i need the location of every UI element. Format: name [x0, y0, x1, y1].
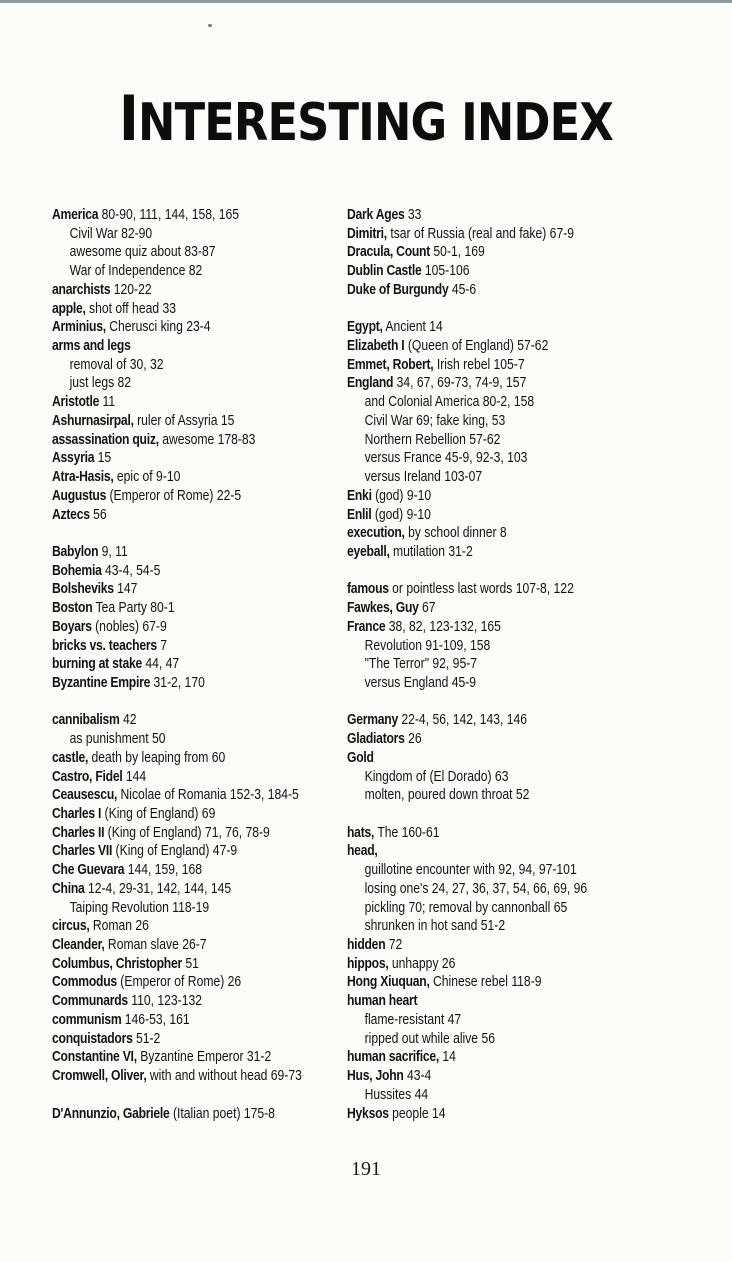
index-locator: tsar of Russia (real and fake) 67-9	[386, 224, 574, 242]
index-locator: Tea Party 80-1	[92, 599, 175, 617]
index-term: Babylon	[52, 542, 99, 560]
index-subentry: ripped out while alive 56	[364, 1029, 495, 1047]
index-term: hidden	[347, 936, 386, 954]
index-term: America	[52, 206, 99, 223]
index-subentry: Taiping Revolution 118-19	[69, 898, 210, 916]
index-term: assassination quiz,	[52, 430, 159, 448]
index-entry	[52, 206, 302, 225]
index-entry	[52, 618, 302, 637]
index-entry	[347, 730, 587, 749]
index-term: Aztecs	[52, 505, 90, 523]
index-entry	[52, 749, 302, 768]
index-column-left	[52, 206, 364, 1123]
index-locator: (god) 9-10	[371, 486, 432, 504]
index-entry	[347, 243, 587, 262]
page-title	[51, 82, 681, 155]
index-entry	[52, 468, 302, 487]
index-entry	[52, 786, 302, 805]
index-entry	[347, 318, 587, 337]
index-subentry: as punishment 50	[69, 730, 166, 748]
index-entry	[347, 356, 587, 375]
index-locator: 11	[99, 393, 116, 411]
index-subentry: Civil War 82-90	[69, 224, 153, 242]
index-entry	[52, 1105, 302, 1124]
index-subentry: Civil War 69; fake king, 53	[364, 411, 506, 429]
index-locator: 67	[418, 599, 436, 617]
index-entry	[347, 524, 587, 543]
index-locator: 45-6	[448, 280, 477, 298]
index-subentry: pickling 70; removal by cannonball 65	[364, 898, 568, 916]
index-entry	[52, 599, 302, 618]
index-locator: 33	[404, 206, 422, 223]
index-term: Columbus, Christopher	[52, 954, 182, 972]
index-term: Hong Xiuquan,	[347, 973, 430, 991]
index-locator: 80-90, 111, 144, 158, 165	[98, 206, 240, 223]
index-term: Dublin Castle	[347, 262, 422, 280]
index-locator: 26	[404, 730, 422, 748]
index-term: conquistadors	[52, 1029, 133, 1047]
index-term: D'Annunzio, Gabriele	[52, 1104, 170, 1122]
index-term: England	[347, 374, 394, 392]
index-entry	[347, 992, 587, 1011]
index-subentry: versus France 45-9, 92-3, 103	[364, 449, 528, 467]
index-subentry: and Colonial America 80-2, 158	[364, 393, 535, 411]
index-subentry: removal of 30, 32	[69, 355, 164, 373]
index-term: Castro, Fidel	[52, 767, 123, 785]
index-entry	[52, 768, 302, 787]
index-term: castle,	[52, 748, 89, 766]
index-locator: (Emperor of Rome) 22-5	[106, 486, 242, 504]
index-entry	[52, 412, 302, 431]
index-locator: people 14	[388, 1104, 446, 1122]
index-term: Byzantine Empire	[52, 673, 151, 691]
index-term: Duke of Burgundy	[347, 280, 449, 298]
index-locator: Ancient 14	[382, 318, 443, 336]
index-term: Cleander,	[52, 936, 105, 954]
index-entry	[347, 936, 587, 955]
index-entry	[52, 431, 302, 450]
blank-line	[52, 524, 302, 543]
index-entry	[52, 487, 302, 506]
index-entry	[52, 1011, 302, 1030]
index-entry	[52, 318, 302, 337]
index-term: Charles II	[52, 823, 105, 841]
index-term: Augustus	[52, 486, 107, 504]
index-entry	[52, 637, 302, 656]
index-term: Aristotle	[52, 393, 100, 411]
index-locator: 34, 67, 69-73, 74-9, 157	[393, 374, 527, 392]
index-entry	[52, 580, 302, 599]
index-term: Dimitri,	[347, 224, 387, 242]
index-term: famous	[347, 580, 389, 598]
index-subentry: awesome quiz about 83-87	[69, 243, 216, 261]
index-entry	[52, 1030, 302, 1049]
index-entry	[52, 711, 302, 730]
index-entry	[52, 955, 302, 974]
index-locator: mutilation 31-2	[389, 542, 473, 560]
index-entry	[52, 655, 302, 674]
index-locator: unhappy 26	[388, 954, 456, 972]
index-entry	[347, 262, 587, 281]
index-term: Germany	[347, 711, 398, 729]
index-entry	[52, 1067, 302, 1086]
index-term: Dracula, Count	[347, 243, 431, 261]
page-number: 191	[351, 1158, 381, 1180]
index-locator: The 160-61	[374, 823, 440, 841]
index-subentry: Northern Rebellion 57-62	[364, 430, 501, 448]
index-term: Atra-Hasis,	[52, 468, 114, 486]
index-entry	[347, 1105, 587, 1124]
index-locator: (god) 9-10	[371, 505, 431, 523]
index-term: head,	[347, 842, 378, 860]
index-locator: 50-1, 169	[430, 243, 485, 261]
index-term: human heart	[347, 992, 418, 1010]
index-term: Arminius,	[52, 318, 106, 336]
index-subentry: shrunken in hot sand 51-2	[364, 917, 506, 935]
index-locator: with and without head 69-73	[146, 1067, 302, 1085]
index-entry	[52, 842, 302, 861]
index-entry	[347, 337, 587, 356]
index-term: anarchists	[52, 280, 111, 298]
index-entry	[52, 300, 302, 319]
index-entry	[347, 1067, 587, 1086]
index-term: France	[347, 617, 386, 635]
index-term: Dark Ages	[347, 206, 405, 223]
index-entry	[347, 281, 587, 300]
index-subentry: molten, poured down throat 52	[364, 786, 530, 804]
index-subentry: Revolution 91-109, 158	[364, 636, 491, 654]
index-locator: awesome 178-83	[158, 430, 256, 448]
blank-line	[52, 693, 302, 712]
index-locator: 9, 11	[98, 542, 128, 560]
index-term: Emmet, Robert,	[347, 355, 434, 373]
index-term: Charles I	[52, 805, 102, 822]
index-locator: 120-22	[110, 280, 152, 298]
index-entry	[347, 824, 587, 843]
index-locator: 146-53, 161	[121, 1010, 190, 1028]
index-term: Gold	[347, 748, 374, 766]
index-entry	[52, 281, 302, 300]
index-locator: 144	[122, 767, 147, 785]
index-locator: (Italian poet) 175-8	[169, 1104, 275, 1122]
index-term: burning at stake	[52, 655, 143, 673]
paper-speck	[208, 24, 212, 27]
index-term: human sacrifice,	[347, 1048, 440, 1066]
index-locator: 43-4, 54-5	[101, 561, 161, 579]
index-locator: Irish rebel 105-7	[433, 355, 525, 373]
index-entry	[347, 506, 587, 525]
index-locator: Nicolae of Romania 152-3, 184-5	[117, 786, 299, 804]
index-subentry: versus England 45-9	[364, 673, 477, 691]
index-locator: 72	[385, 936, 403, 954]
index-locator: 7	[156, 636, 167, 654]
index-entry	[52, 861, 302, 880]
index-locator: 12-4, 29-31, 142, 144, 145	[84, 879, 232, 897]
index-entry	[52, 936, 302, 955]
index-locator: epic of 9-10	[113, 468, 181, 486]
index-term: Communards	[52, 992, 128, 1010]
index-locator: 51	[181, 954, 199, 972]
index-entry	[52, 449, 302, 468]
index-entry	[52, 1048, 302, 1067]
index-term: Commodus	[52, 973, 117, 991]
index-locator: 38, 82, 123-132, 165	[385, 617, 501, 635]
index-entry	[52, 917, 302, 936]
index-locator: Cherusci king 23-4	[105, 318, 211, 336]
index-entry	[347, 225, 587, 244]
index-term: eyeball,	[347, 542, 390, 560]
index-term: Hus, John	[347, 1067, 404, 1085]
index-term: Bolsheviks	[52, 580, 114, 598]
index-term: Gladiators	[347, 730, 405, 748]
index-locator: 22-4, 56, 142, 143, 146	[398, 711, 528, 729]
index-locator: shot off head 33	[85, 299, 176, 317]
index-locator: by school dinner 8	[404, 524, 507, 542]
index-locator: ruler of Assyria 15	[133, 411, 235, 429]
index-locator: Byzantine Emperor 31-2	[136, 1048, 272, 1066]
index-term: apple,	[52, 299, 86, 317]
title-rest: NTERESTING INDEX	[138, 93, 613, 153]
index-locator: 44, 47	[142, 655, 180, 673]
index-entry	[52, 674, 302, 693]
index-locator: 42	[119, 711, 137, 729]
index-column-right	[347, 206, 647, 1123]
index-locator: 110, 123-132	[127, 992, 202, 1010]
index-entry	[52, 543, 302, 562]
index-entry	[347, 580, 587, 599]
index-subentry: guillotine encounter with 92, 94, 97-101	[364, 861, 577, 879]
index-locator: (Emperor of Rome) 26	[116, 973, 242, 991]
index-term: China	[52, 879, 85, 897]
index-term: Assyria	[52, 449, 95, 467]
index-locator: 56	[89, 505, 107, 523]
index-term: arms and legs	[52, 337, 131, 355]
index-locator: (King of England) 71, 76, 78-9	[104, 823, 270, 841]
index-entry	[52, 393, 302, 412]
index-entry	[52, 337, 302, 356]
page-top-edge	[0, 0, 732, 3]
index-subentry: Kingdom of (El Dorado) 63	[364, 767, 509, 785]
index-entry	[347, 973, 587, 992]
index-term: Egypt,	[347, 318, 383, 336]
index-term: Cromwell, Oliver,	[52, 1067, 147, 1085]
index-entry	[52, 805, 302, 824]
index-term: Bohemia	[52, 561, 102, 579]
index-locator: (Queen of England) 57-62	[404, 337, 549, 355]
index-entry	[347, 374, 587, 393]
index-subentry: just legs 82	[69, 374, 132, 392]
index-locator: 105-106	[421, 262, 470, 280]
index-term: Boyars	[52, 617, 92, 635]
index-locator: 144, 159, 168	[124, 861, 203, 879]
index-term: Hyksos	[347, 1104, 389, 1122]
index-term: Enki	[347, 486, 372, 504]
index-entry	[347, 543, 587, 562]
blank-line	[347, 693, 587, 712]
blank-line	[347, 300, 587, 319]
index-term: Boston	[52, 599, 93, 617]
index-entry	[52, 562, 302, 581]
index-locator: 147	[113, 580, 138, 598]
index-locator: Chinese rebel 118-9	[429, 973, 542, 991]
index-term: Fawkes, Guy	[347, 599, 419, 617]
index-locator: Roman 26	[89, 917, 149, 935]
index-entry	[347, 955, 587, 974]
index-entry	[347, 842, 587, 861]
blank-line	[52, 1086, 302, 1105]
index-term: bricks vs. teachers	[52, 636, 157, 654]
index-entry	[347, 749, 587, 768]
index-entry	[52, 824, 302, 843]
index-locator: (King of England) 69	[101, 805, 216, 822]
index-subentry: "The Terror" 92, 95-7	[364, 655, 478, 673]
index-entry	[347, 618, 587, 637]
index-locator: (nobles) 67-9	[91, 617, 167, 635]
index-entry	[52, 506, 302, 525]
index-term: Che Guevara	[52, 861, 125, 879]
index-term: Charles VII	[52, 842, 113, 860]
index-term: Ceausescu,	[52, 786, 118, 804]
index-subentry: losing one's 24, 27, 36, 37, 54, 66, 69, 96	[364, 879, 588, 897]
blank-line	[347, 805, 587, 824]
index-term: Ashurnasirpal,	[52, 411, 134, 429]
index-subentry: flame-resistant 47	[364, 1010, 462, 1028]
index-entry	[347, 1048, 587, 1067]
index-entry	[52, 880, 302, 899]
index-term: cannibalism	[52, 711, 120, 729]
index-locator: or pointless last words 107-8, 122	[388, 580, 574, 598]
index-locator: (King of England) 47-9	[112, 842, 238, 860]
index-locator: Roman slave 26-7	[104, 936, 207, 954]
index-entry	[347, 487, 587, 506]
index-subentry: Hussites 44	[364, 1085, 429, 1103]
index-term: circus,	[52, 917, 90, 935]
index-term: hats,	[347, 823, 375, 841]
index-entry	[347, 599, 587, 618]
index-locator: 31-2, 170	[150, 673, 205, 691]
index-locator: death by leaping from 60	[88, 748, 226, 766]
index-entry	[52, 992, 302, 1011]
index-locator: 51-2	[132, 1029, 161, 1047]
blank-line	[347, 562, 587, 581]
index-term: Enlil	[347, 505, 372, 523]
index-entry	[347, 711, 587, 730]
index-subentry: versus Ireland 103-07	[364, 468, 483, 486]
title-initial: I	[119, 82, 139, 155]
index-locator: 14	[439, 1048, 456, 1066]
index-term: execution,	[347, 524, 405, 542]
index-term: Constantine VI,	[52, 1048, 137, 1066]
index-entry	[52, 973, 302, 992]
index-term: hippos,	[347, 954, 389, 972]
index-term: communism	[52, 1010, 122, 1028]
index-entry	[347, 206, 587, 225]
index-subentry: War of Independence 82	[69, 262, 203, 280]
index-locator: 15	[94, 449, 112, 467]
index-locator: 43-4	[403, 1067, 432, 1085]
index-term: Elizabeth I	[347, 337, 405, 355]
